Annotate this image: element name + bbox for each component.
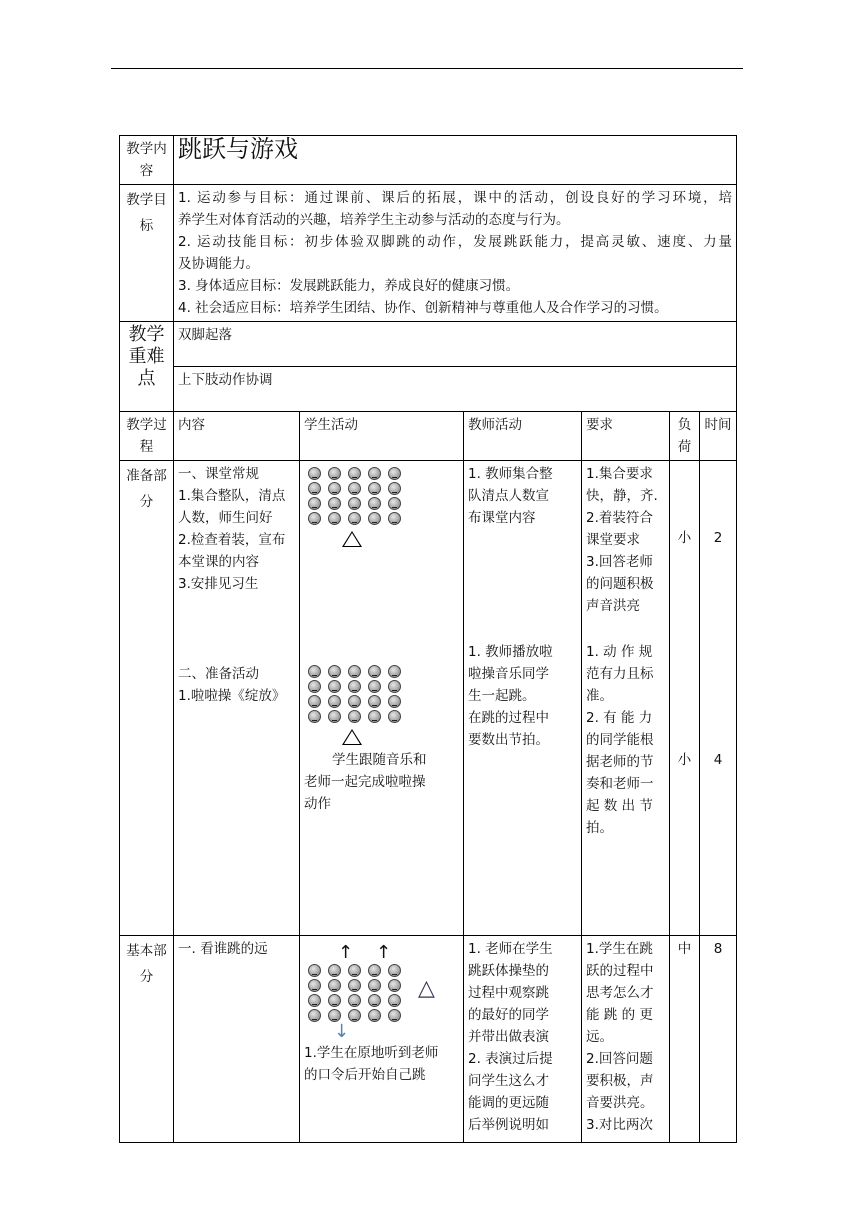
row-basic xyxy=(120,936,737,1143)
student-face-icon xyxy=(328,680,341,693)
student-face-icon xyxy=(328,1009,341,1022)
warmup-requirement-line: 奏和老师一 xyxy=(586,776,654,792)
warmup-content-line: 二、准备活动 xyxy=(178,666,259,682)
basic-teacher-line: 后举例说明如 xyxy=(468,1117,549,1133)
routine-requirement-line: 的问题积极 xyxy=(586,576,654,592)
row-column-headers xyxy=(120,412,737,461)
student-face-icon xyxy=(388,695,401,708)
basic-requirement-line: 2.回答问题 xyxy=(586,1051,653,1067)
warmup-teacher-line: 1. 教师播放啦 xyxy=(468,644,553,660)
routine-teacher-line: 布课堂内容 xyxy=(468,510,536,526)
student-face-icon xyxy=(388,994,401,1007)
up-arrow-icon: ↑ xyxy=(376,942,392,963)
student-face-icon xyxy=(368,680,381,693)
student-face-icon xyxy=(308,512,321,525)
teacher-triangle-2 xyxy=(342,729,362,745)
teacher-triangle-1 xyxy=(342,531,362,547)
row-difficulty xyxy=(120,367,737,412)
up-arrow-icon: ↑ xyxy=(338,942,354,963)
objective-line: 养学生对体育活动的兴趣，培养学生主动参与活动的态度与行为。 xyxy=(178,212,570,228)
row-content xyxy=(120,136,737,185)
basic-teacher-line: 的最好的同学 xyxy=(468,1007,549,1023)
routine-requirement-line: 1.集合要求 xyxy=(586,466,653,482)
col-time: 时间 xyxy=(700,412,737,461)
student-face-icon xyxy=(368,482,381,495)
basic-student xyxy=(300,936,464,1143)
student-face-icon xyxy=(348,695,361,708)
lesson-title: 跳跃与游戏 xyxy=(174,136,737,185)
student-face-icon xyxy=(308,710,321,723)
col-content: 内容 xyxy=(174,412,300,461)
student-face-icon xyxy=(308,695,321,708)
student-face-icon xyxy=(368,1009,381,1022)
basic-requirement-line: 3.对比两次 xyxy=(586,1117,653,1133)
basic-requirement xyxy=(582,936,670,1143)
row-prep xyxy=(120,461,737,936)
basic-teacher-line: 并带出做表演 xyxy=(468,1029,549,1045)
basic-requirement-line: 要积极，声 xyxy=(586,1073,654,1089)
prep-requirement xyxy=(582,461,670,936)
warmup-teacher-line: 在跳的过程中 xyxy=(468,710,549,726)
student-face-icon xyxy=(368,497,381,510)
objectives-label: 教学目标 xyxy=(120,185,174,322)
basic-requirement-line: 跃的过程中 xyxy=(586,963,654,979)
student-face-icon xyxy=(368,979,381,992)
student-face-icon xyxy=(388,665,401,678)
routine-teacher-line: 1. 教师集合整 xyxy=(468,466,553,482)
col-student: 学生活动 xyxy=(300,412,464,461)
student-face-icon xyxy=(368,695,381,708)
student-face-icon xyxy=(388,979,401,992)
basic-teacher-line: 跳跃体操垫的 xyxy=(468,963,549,979)
teacher-marker-icon: △ xyxy=(418,976,435,1001)
basic-teacher-line: 能调的更远随 xyxy=(468,1095,549,1111)
student-face-icon xyxy=(308,964,321,977)
basic-label: 基本部分 xyxy=(120,936,174,1143)
student-face-icon xyxy=(328,482,341,495)
prep-routine-time: 2 xyxy=(713,530,723,546)
warmup-requirement-line: 1. 动 作 规 xyxy=(586,644,653,660)
student-face-icon xyxy=(388,680,401,693)
student-face-icon xyxy=(328,994,341,1007)
objectives-list xyxy=(174,185,737,322)
routine-content-line: 人数，师生问好 xyxy=(178,510,273,526)
student-face-icon xyxy=(308,467,321,480)
student-face-icon xyxy=(388,964,401,977)
col-process: 教学过程 xyxy=(120,412,174,461)
student-face-icon xyxy=(328,964,341,977)
student-face-icon xyxy=(368,710,381,723)
basic-teacher xyxy=(464,936,582,1143)
objective-line: 2. 运动技能目标：初步体验双脚跳的动作，发展跳跃能力，提高灵敏、速度、力量 xyxy=(178,234,732,250)
student-face-icon xyxy=(368,994,381,1007)
row-key xyxy=(120,322,737,367)
student-face-icon xyxy=(388,482,401,495)
student-face-icon xyxy=(348,482,361,495)
student-formation-1 xyxy=(304,467,459,525)
routine-content-line: 1.集合整队，清点 xyxy=(178,488,286,504)
student-face-icon xyxy=(308,994,321,1007)
objective-line: 3. 身体适应目标：发展跳跃能力，养成良好的健康习惯。 xyxy=(178,278,520,294)
student-face-icon xyxy=(348,467,361,480)
student-face-icon xyxy=(348,497,361,510)
row-objectives xyxy=(120,185,737,322)
student-face-icon xyxy=(348,680,361,693)
col-load: 负荷 xyxy=(670,412,700,461)
student-face-icon xyxy=(308,680,321,693)
objective-line: 4. 社会适应目标：培养学生团结、协作、创新精神与尊重他人及合作学习的习惯。 xyxy=(178,300,668,316)
routine-requirement-line: 3.回答老师 xyxy=(586,554,653,570)
objective-line: 及协调能力。 xyxy=(178,256,259,272)
routine-content-line: 一、课堂常规 xyxy=(178,466,259,482)
basic-teacher-line: 过程中观察跳 xyxy=(468,985,549,1001)
routine-requirement-line: 声音洪亮 xyxy=(586,598,640,614)
difficulty-point: 上下肢动作协调 xyxy=(174,367,737,412)
key-point: 双脚起落 xyxy=(174,322,737,367)
basic-requirement-line: 思考怎么才 xyxy=(586,985,654,1001)
warmup-requirement-line: 准。 xyxy=(586,688,613,704)
basic-content xyxy=(174,936,300,1143)
warmup-requirement-line: 拍。 xyxy=(586,820,613,836)
basic-load: 中 xyxy=(670,936,700,1143)
objective-line: 1. 运动参与目标：通过课前、课后的拓展，课中的活动，创设良好的学习环境，培 xyxy=(178,190,732,206)
student-face-icon xyxy=(348,665,361,678)
student-face-icon xyxy=(388,710,401,723)
down-arrow-icon: ↓ xyxy=(334,1021,350,1042)
basic-student-line: 的口令后开始自己跳 xyxy=(304,1067,426,1083)
student-face-icon xyxy=(348,512,361,525)
prep-teacher xyxy=(464,461,582,936)
basic-requirement-line: 远。 xyxy=(586,1029,613,1045)
student-face-icon xyxy=(348,979,361,992)
student-face-icon xyxy=(308,665,321,678)
warmup-requirement-line: 2. 有 能 力 xyxy=(586,710,653,726)
student-face-icon xyxy=(368,467,381,480)
routine-requirement-line: 2.着装符合 xyxy=(586,510,653,526)
student-formation-2 xyxy=(304,665,459,723)
basic-teacher-line: 问学生这么才 xyxy=(468,1073,549,1089)
student-face-icon xyxy=(348,964,361,977)
prep-content xyxy=(174,461,300,936)
basic-student-line: 1.学生在原地听到老师 xyxy=(304,1045,439,1061)
content-label: 教学内容 xyxy=(120,136,174,185)
student-face-icon xyxy=(328,710,341,723)
prep-load xyxy=(670,461,700,936)
student-face-icon xyxy=(308,979,321,992)
warmup-student-line: 学生跟随音乐和 xyxy=(332,752,427,768)
basic-time: 8 xyxy=(700,936,737,1143)
lesson-plan-table xyxy=(119,135,737,1143)
student-face-icon xyxy=(328,695,341,708)
routine-requirement-line: 快，静，齐. xyxy=(586,488,658,504)
student-face-icon xyxy=(348,1009,361,1022)
student-face-icon xyxy=(328,979,341,992)
warmup-requirement-line: 起 数 出 节 xyxy=(586,798,653,814)
warmup-requirement-line: 范有力且标 xyxy=(586,666,654,682)
warmup-teacher-line: 生一起跳。 xyxy=(468,688,536,704)
student-face-icon xyxy=(388,512,401,525)
key-points-label: 教学重难点 xyxy=(120,322,174,412)
student-face-icon xyxy=(308,1009,321,1022)
student-face-icon xyxy=(328,512,341,525)
prep-warmup-load: 小 xyxy=(677,752,692,768)
routine-teacher-line: 队清点人数宣 xyxy=(468,488,549,504)
warmup-requirement-line: 的同学能根 xyxy=(586,732,654,748)
warmup-requirement-line: 据老师的节 xyxy=(586,754,654,770)
col-requirement: 要求 xyxy=(582,412,670,461)
warmup-student-line: 动作 xyxy=(304,796,331,812)
routine-requirement-line: 课堂要求 xyxy=(586,532,640,548)
basic-requirement-line: 能 跳 的 更 xyxy=(586,1007,653,1023)
prep-student xyxy=(300,461,464,936)
basic-teacher-line: 2. 表演过后提 xyxy=(468,1051,553,1067)
prep-time xyxy=(700,461,737,936)
routine-content-line: 3.安排见习生 xyxy=(178,576,259,592)
student-face-icon xyxy=(348,994,361,1007)
student-face-icon xyxy=(368,665,381,678)
student-face-icon xyxy=(328,497,341,510)
routine-content-line: 本堂课的内容 xyxy=(178,554,259,570)
basic-teacher-line: 1. 老师在学生 xyxy=(468,941,553,957)
warmup-student-line: 老师一起完成啦啦操 xyxy=(304,774,426,790)
student-face-icon xyxy=(368,512,381,525)
student-face-icon xyxy=(388,497,401,510)
student-face-icon xyxy=(388,1009,401,1022)
student-face-icon xyxy=(308,497,321,510)
warmup-teacher-line: 要数出节拍。 xyxy=(468,732,549,748)
basic-requirement-line: 1.学生在跳 xyxy=(586,941,653,957)
student-face-icon xyxy=(328,467,341,480)
header-rule xyxy=(111,68,743,69)
routine-content-line: 2.检查着装，宣布 xyxy=(178,532,286,548)
basic-requirement-line: 音要洪亮。 xyxy=(586,1095,654,1111)
warmup-content-line: 1.啦啦操《绽放》 xyxy=(178,688,286,704)
prep-warmup-time: 4 xyxy=(713,752,723,768)
col-teacher: 教师活动 xyxy=(464,412,582,461)
student-face-icon xyxy=(348,710,361,723)
prep-routine-load: 小 xyxy=(677,530,692,546)
student-formation-3 xyxy=(304,964,459,1022)
warmup-teacher-line: 啦操音乐同学 xyxy=(468,666,549,682)
student-face-icon xyxy=(368,964,381,977)
student-face-icon xyxy=(328,665,341,678)
student-face-icon xyxy=(388,467,401,480)
prep-label: 准备部分 xyxy=(120,461,174,936)
basic-content-line: 一. 看谁跳的远 xyxy=(178,941,268,957)
student-face-icon xyxy=(308,482,321,495)
